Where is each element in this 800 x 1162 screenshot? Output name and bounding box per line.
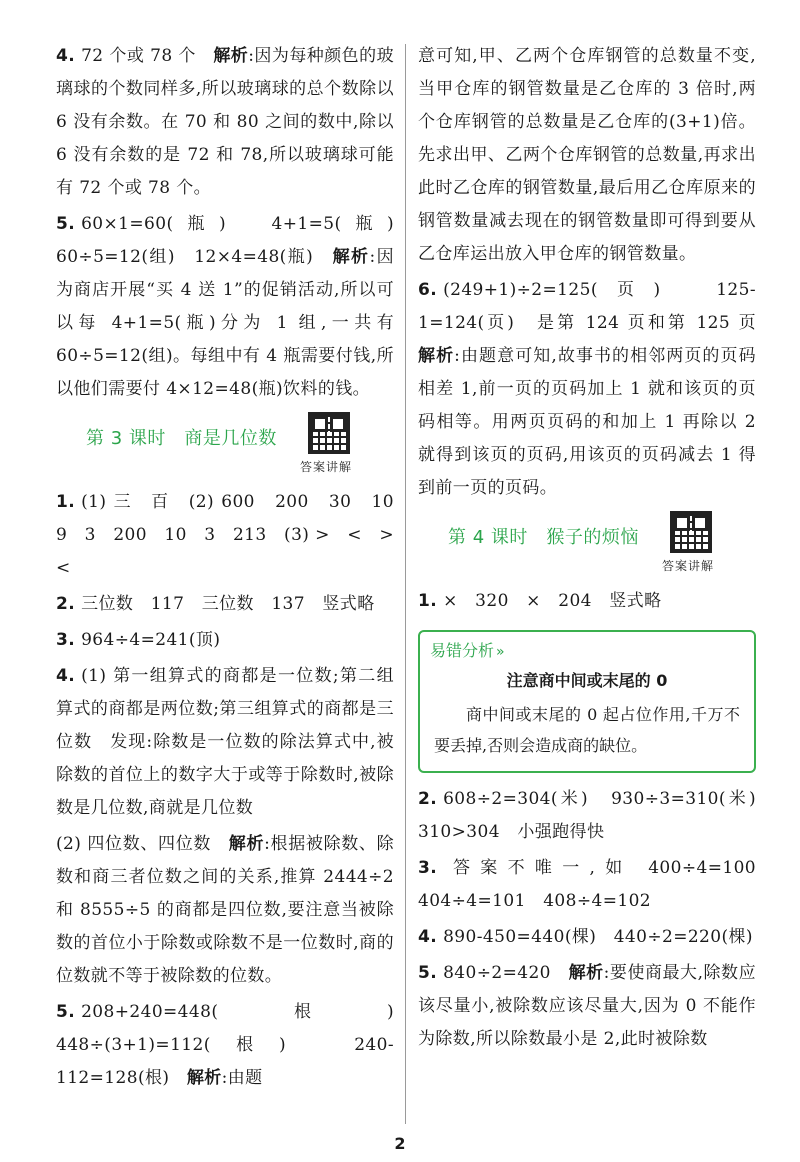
lesson3-answer-2: 2. 三位数 117 三位数 137 竖式略 [56, 594, 375, 614]
lesson-4-header [418, 511, 756, 577]
answer-5: 5. 60×1=60(瓶) 4+1=5(瓶) 60÷5=12(组) 12×4=48(瓶) 解析:因为商店开展“买 4 送 1”的促销活动,所以可以每 4+1=5(瓶)分为 1 组,一共有 60÷5=12(组)。每组中有 4 瓶需要付钱,所以他们需要付 4×12=48(瓶)饮料的钱。 [56, 214, 412, 399]
lesson3-answer-5: 5. 208+240=448(根) 448÷(3+1)=112(根) 240-112=128(根) 解析:由题 [56, 1002, 412, 1088]
lesson3-answer-3: 3. 964÷4=241(顶) [56, 630, 221, 650]
lesson-3-title: 第 3 课时 商是几位数 [86, 428, 277, 449]
lesson-3-header [56, 412, 394, 478]
qr-caption: 答案讲解 [300, 460, 353, 474]
lesson4-answer-5: 5. 840÷2=420 解析:要使商最大,除数应该尽量小,被除数应该尽量大,因为 0 不能作为除数,所以除数最小是 2,此时被除数 [418, 963, 756, 1049]
error-analysis-heading: 易错分析 » [430, 641, 505, 660]
error-analysis-body: 商中间或末尾的 0 起占位作用,千万不要丢掉,否则会造成商的缺位。 [434, 705, 740, 755]
qr-code-icon[interactable] [308, 412, 350, 454]
right-column [418, 40, 774, 1059]
lesson4-answer-4: 4. 890-450=440(棵) 440÷2=220(棵) [418, 927, 753, 947]
lesson3-answer-1: 1. (1) 三 百 (2) 600 200 30 10 9 3 200 10 3 213 (3) > < > < [56, 492, 412, 578]
qr-caption: 答案讲解 [662, 559, 715, 573]
lesson3-answer-4-part1: 4. (1) 第一组算式的商都是一位数;第二组算式的商都是两位数;第三组算式的商都是三位数 发现:除数是一位数的除法算式中,被除数的首位上的数字大于或等于除数时,被除数是几位数,商就是几位数 [56, 666, 394, 818]
lesson3-answer-4-part2: (2) 四位数、四位数 解析:根据被除数、除数和商三者位数之间的关系,推算 2444÷2 和 8555÷5 的商都是四位数,要注意当被除数的首位小于除数或除数不是一位数时,商的位数就不等于被除数的位数。 [56, 834, 394, 986]
lesson-4-title: 第 4 课时 猴子的烦恼 [448, 527, 639, 548]
left-column [56, 40, 412, 1098]
lesson4-answer-3: 3. 答案不唯一,如 400÷4=100 404÷4=101 408÷4=102 [418, 858, 774, 911]
qr-code-icon[interactable] [670, 511, 712, 553]
lesson4-answer-2: 2. 608÷2=304(米) 930÷3=310(米) 310>304 小强跑得快 [418, 789, 774, 842]
page-number: 2 [394, 1134, 406, 1153]
error-analysis-box [418, 630, 756, 773]
error-analysis-subtitle: 注意商中间或末尾的 0 [506, 671, 668, 690]
lesson4-answer-1: 1. × 320 × 204 竖式略 [418, 591, 662, 611]
answer-5-continued: 意可知,甲、乙两个仓库钢管的总数量不变,当甲仓库的钢管数量是乙仓库的 3 倍时,两个仓库钢管的总数量是乙仓库的(3+1)倍。先求出甲、乙两个仓库钢管的总数量,再求出此时乙仓库的钢管数量,最后用乙仓库原来的钢管数量减去现在的钢管数量即可得到要从乙仓库运出放入甲仓库的钢管数量。 [418, 46, 756, 264]
column-divider [405, 44, 406, 1124]
answer-4: 4. 72 个或 78 个 解析:因为每种颜色的玻璃球的个数同样多,所以玻璃球的总个数除以 6 没有余数。在 70 和 80 之间的数中,除以 6 没有余数的是 72 和 78,所以玻璃球可能有 72 个或 78 个。 [56, 46, 394, 198]
double-chevron-icon: » [496, 644, 505, 660]
answer-6: 6. (249+1)÷2=125(页) 125-1=124(页) 是第 124 页和第 125 页 解析:由题意可知,故事书的相邻两页的页码相差 1,前一页的页码加上 1 就和该页的页码相等。用两页页码的和加上 1 再除以 2 就得到该页的页码,用该页的页码减去 1 得到前一页的页码。 [418, 280, 756, 498]
